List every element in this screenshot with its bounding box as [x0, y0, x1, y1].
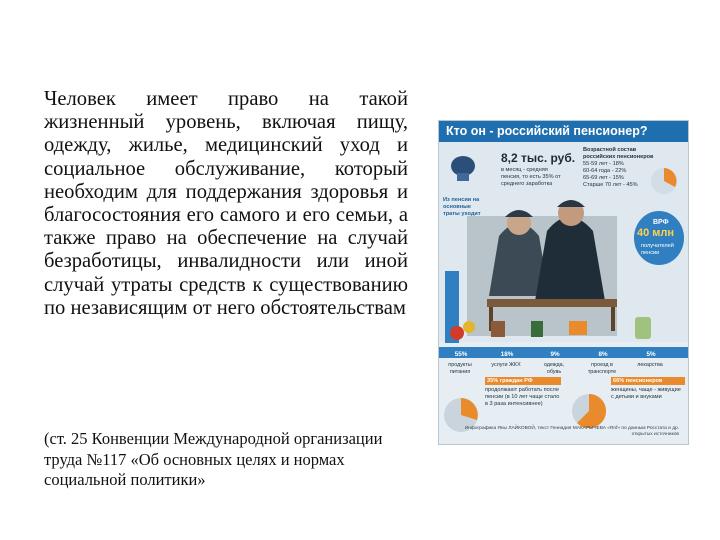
category-label: продукты питания: [448, 362, 472, 375]
working-pensioners-head: 35% граждан РФ: [485, 377, 561, 385]
category-percent: 9%: [550, 351, 560, 358]
pensioner-infographic: [438, 120, 689, 445]
category-percent: 8%: [598, 351, 608, 358]
badge-prefix: ВРФ: [653, 219, 669, 226]
average-pension-amount: 8,2 тыс. руб.: [501, 151, 576, 165]
women-pensioners-text: женщины, чаще - живущие с детьми и внуками: [611, 387, 681, 400]
age-structure-header: Возрастной состав российских пенсионеров: [583, 147, 654, 160]
category-label: услуги ЖКХ: [491, 362, 521, 368]
badge-count: 40 млн: [637, 227, 675, 239]
badge-caption: получателей пенсии: [641, 243, 674, 256]
infographic-title: Кто он - российский пенсионер?: [439, 121, 688, 142]
main-paragraph: Человек имеет право на такой жизненный уровень, включая пищу, одежду, жилье, медицинский уход и социальное обслуживание, который необходим для поддержания здоровья и благосостояния его самого и его семьи, а также право на обеспечение на случай безработицы, инвалидности или иной случай утраты средств к существованию по независящим от него обстоятельствам: [44, 88, 408, 319]
infographic-credit: Инфографика Яны ЛАЙКОВОЙ, текст Геннадия МАКАРЫЧЕВА «Rnf» по данным Росстата и др. открытых источников: [464, 426, 679, 437]
citation-text: (ст. 25 Конвенции Международной организации труда №117 «Об основных целях и нормах социальной политики»: [44, 429, 383, 489]
category-percent: 5%: [646, 351, 656, 358]
category-label: одежда, обувь: [543, 362, 565, 375]
expenses-label: Из пенсии на основные траты уходит: [443, 197, 481, 217]
category-percent: 55%: [454, 351, 468, 358]
age-line: 55-59 лет - 18%: [583, 161, 624, 167]
women-pensioners-head: 66% пенсионеров: [611, 377, 685, 385]
age-line: 65-69 лет - 15%: [583, 175, 624, 181]
age-line: Старше 70 лет - 45%: [583, 182, 638, 188]
working-pensioners-text: продолжают работать после пенсии (в 10 лет чаще стало в 3 раза интенсивнее): [485, 387, 560, 407]
category-percent: 18%: [500, 351, 514, 358]
category-label: проезд в транспорте: [587, 362, 617, 375]
category-label: лекарства: [637, 362, 663, 368]
age-line: 60-64 года - 22%: [583, 168, 627, 174]
average-pension-note: в месяц - средняя пенсия, то есть 35% от среднего заработка: [501, 167, 561, 187]
